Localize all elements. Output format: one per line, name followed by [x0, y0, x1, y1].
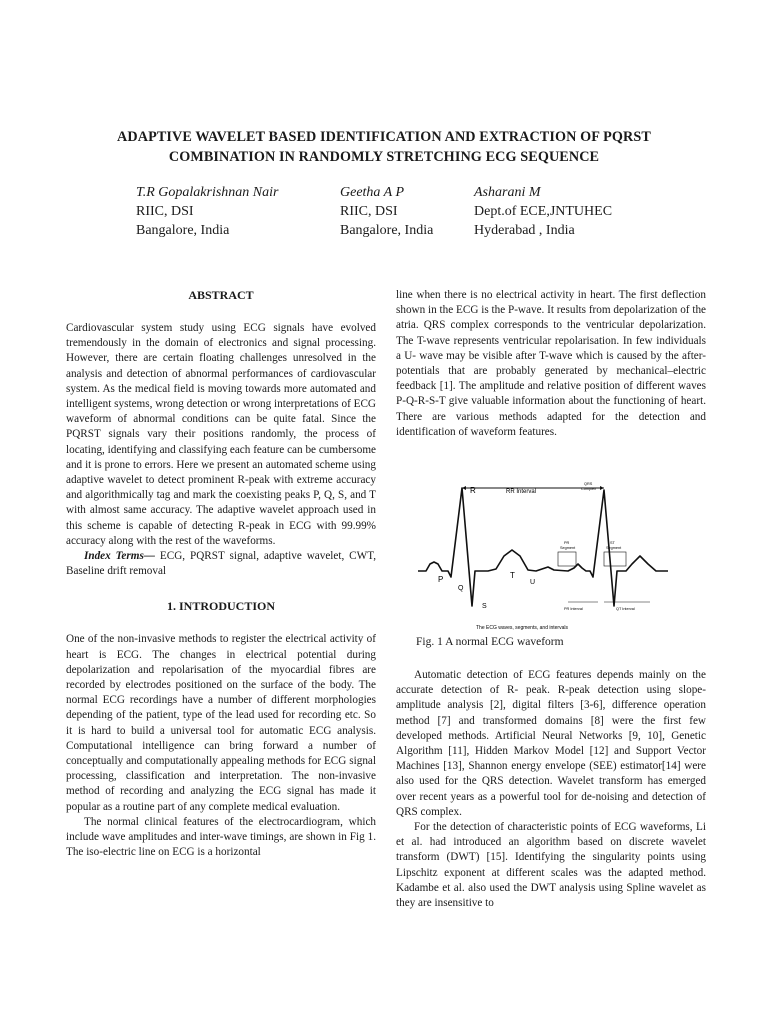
ecg-figure — [418, 476, 668, 636]
author-location: Bangalore, India — [340, 223, 434, 238]
author-name: Geetha A P — [340, 185, 405, 200]
author-location: Hyderabad , India — [474, 223, 575, 238]
index-terms-text: ECG, PQRST signal, adaptive wavelet, CWT, Baseline drift removal — [66, 550, 376, 578]
author-2 — [340, 183, 433, 240]
ecg-trace — [418, 488, 668, 606]
label-q: Q — [458, 585, 464, 592]
left-column — [66, 288, 376, 861]
right-paragraph-1: line when there is no electrical activity in heart. The first deflection shown in the ECG is the P-wave. It results from depolarization of the atria. QRS complex corresponds to the ventricular depolarization. The T-wave represents ventricular repolarisation. In few individuals a U- wave may be visible after T-wave which is caused by the after-potentials that are probably generated by mechanical–electric feedback [1]. The amplitude and relative position of different waves P-Q-R-S-T give valuable information about the functioning of heart. There are various methods adapted for the detection and identification of waveform features. — [396, 289, 706, 438]
pr-segment-box — [558, 552, 576, 566]
label-r: R — [470, 486, 476, 495]
label-u: U — [530, 579, 536, 586]
index-terms-label: Index Terms— — [84, 550, 155, 563]
right-column-bottom — [396, 668, 706, 911]
label-st-seg-2: Segment — [606, 546, 622, 550]
author-location: Bangalore, India — [136, 223, 230, 238]
index-terms — [66, 549, 376, 579]
author-name: Asharani M — [474, 185, 541, 200]
author-1 — [136, 183, 278, 240]
right-paragraph-2: Automatic detection of ECG features depends mainly on the accurate detection of R- peak. R-peak detection using slope- amplitude analysis [2], digital filters [3-6], difference operation method [7] and transformed domains [8] were the first few developed methods. Artificial Neural Networks [9, 10], Genetic Algorithm [11], Hidden Markov Model [12] and Support Vector Machines [13], Shannon energy envelope (SEE) estimator[14] were also used for the QRS detection. Wavelet transform has emerged over recent years as a powerful tool for de-noising and detection of QRS complex. — [396, 669, 706, 818]
ecg-waveform-svg — [418, 476, 668, 636]
label-p: P — [438, 575, 444, 584]
right-paragraph-3: For the detection of characteristic points of ECG waveforms, Li et al. had introduced an algorithm based on discrete wavelet transform (DWT) [15]. Identifying the singularity points using Lipschitz exponent at different scales was the adapted method. Kadambe et al. also used the DWT analysis using Spline wavelet as they are insensitive to — [396, 821, 706, 910]
label-qrs-1: QRS — [584, 482, 593, 486]
abstract-body: Cardiovascular system study using ECG signals have evolved tremendously in the domain of electronics and signal processing. However, there are certain floating challenges unresolved in the analysis and detection of abnormal performances of cardiovascular system. As the medical field is moving towards more automated and intelligent systems, wrong detection or wrong interpretations of ECG waveform of abnormal conditions can be quite fatal. Since the PQRST signals vary their positions randomly, the process of locating, identifying and classifying each feature can be cumbersome and it is prone to errors. Here we present an automated scheme using adaptive wavelet to detect prominent R-peak with extreme accuracy and algorithmically tag and mark the coexisting peaks P, Q, S, and T with almost same accuracy. The adaptive wavelet approach used in this scheme is capable of detecting R-peak in ECG with 99.99% accuracy along with the rest of the waveforms. — [66, 322, 376, 547]
intro-paragraph-2: The normal clinical features of the electrocardiogram, which include wave amplitudes and inter-wave timings, are shown in Fig 1. The iso-electric line on ECG is a horizontal — [66, 815, 376, 859]
author-name: T.R Gopalakrishnan Nair — [136, 185, 279, 200]
figure-inner-caption: The ECG waves, segments, and intervals — [476, 625, 568, 631]
figure-caption: Fig. 1 A normal ECG waveform — [416, 636, 564, 648]
title-line-2: COMBINATION IN RANDOMLY STRETCHING ECG SEQUENCE — [168, 149, 600, 165]
label-st-seg-1: ST — [610, 541, 615, 545]
label-pr-seg-2: Segment — [560, 546, 576, 550]
author-3 — [474, 183, 612, 240]
abstract-heading: ABSTRACT — [188, 288, 254, 302]
st-segment-box — [604, 552, 626, 566]
label-qt-interval: QT Interval — [616, 607, 635, 611]
author-affiliation: Dept.of ECE,JNTUHEC — [474, 204, 613, 219]
label-pr-interval: PR Interval — [564, 607, 583, 611]
label-s: S — [482, 603, 487, 610]
title-line-1: ADAPTIVE WAVELET BASED IDENTIFICATION AND EXTRACTION OF PQRST — [117, 129, 651, 145]
intro-heading: 1. INTRODUCTION — [166, 599, 275, 614]
label-qrs-2: Complex — [581, 487, 596, 491]
intro-paragraph-1: One of the non-invasive methods to register the electrical activity of heart is ECG. The changes in electrical potential during depolarization and repolarisation of the myocardial fibres are recorded by electrodes positioned on the surface of the body. The normal ECG recordings have a number of different morphologies depending of the patient, type of the lead used for recording etc. So it is hard to build a universal tool for automatic ECG analysis. Computational intelligence can bring forward a number of conceptually and computationally appealing methods for ECG signal processing, classification and interpretation. The non-invasive method of recording and analyzing the ECG signal has made it popular as a routine part of any complete medical evaluation. — [66, 633, 376, 813]
author-affiliation: RIIC, DSI — [136, 204, 194, 219]
rr-arrow-right — [600, 486, 604, 490]
label-pr-seg-1: PR — [564, 541, 570, 545]
label-t: T — [510, 571, 515, 580]
author-affiliation: RIIC, DSI — [340, 204, 398, 219]
label-rr-interval: RR Interval — [506, 489, 537, 495]
paper-title — [60, 127, 708, 167]
right-column-top — [396, 288, 706, 440]
